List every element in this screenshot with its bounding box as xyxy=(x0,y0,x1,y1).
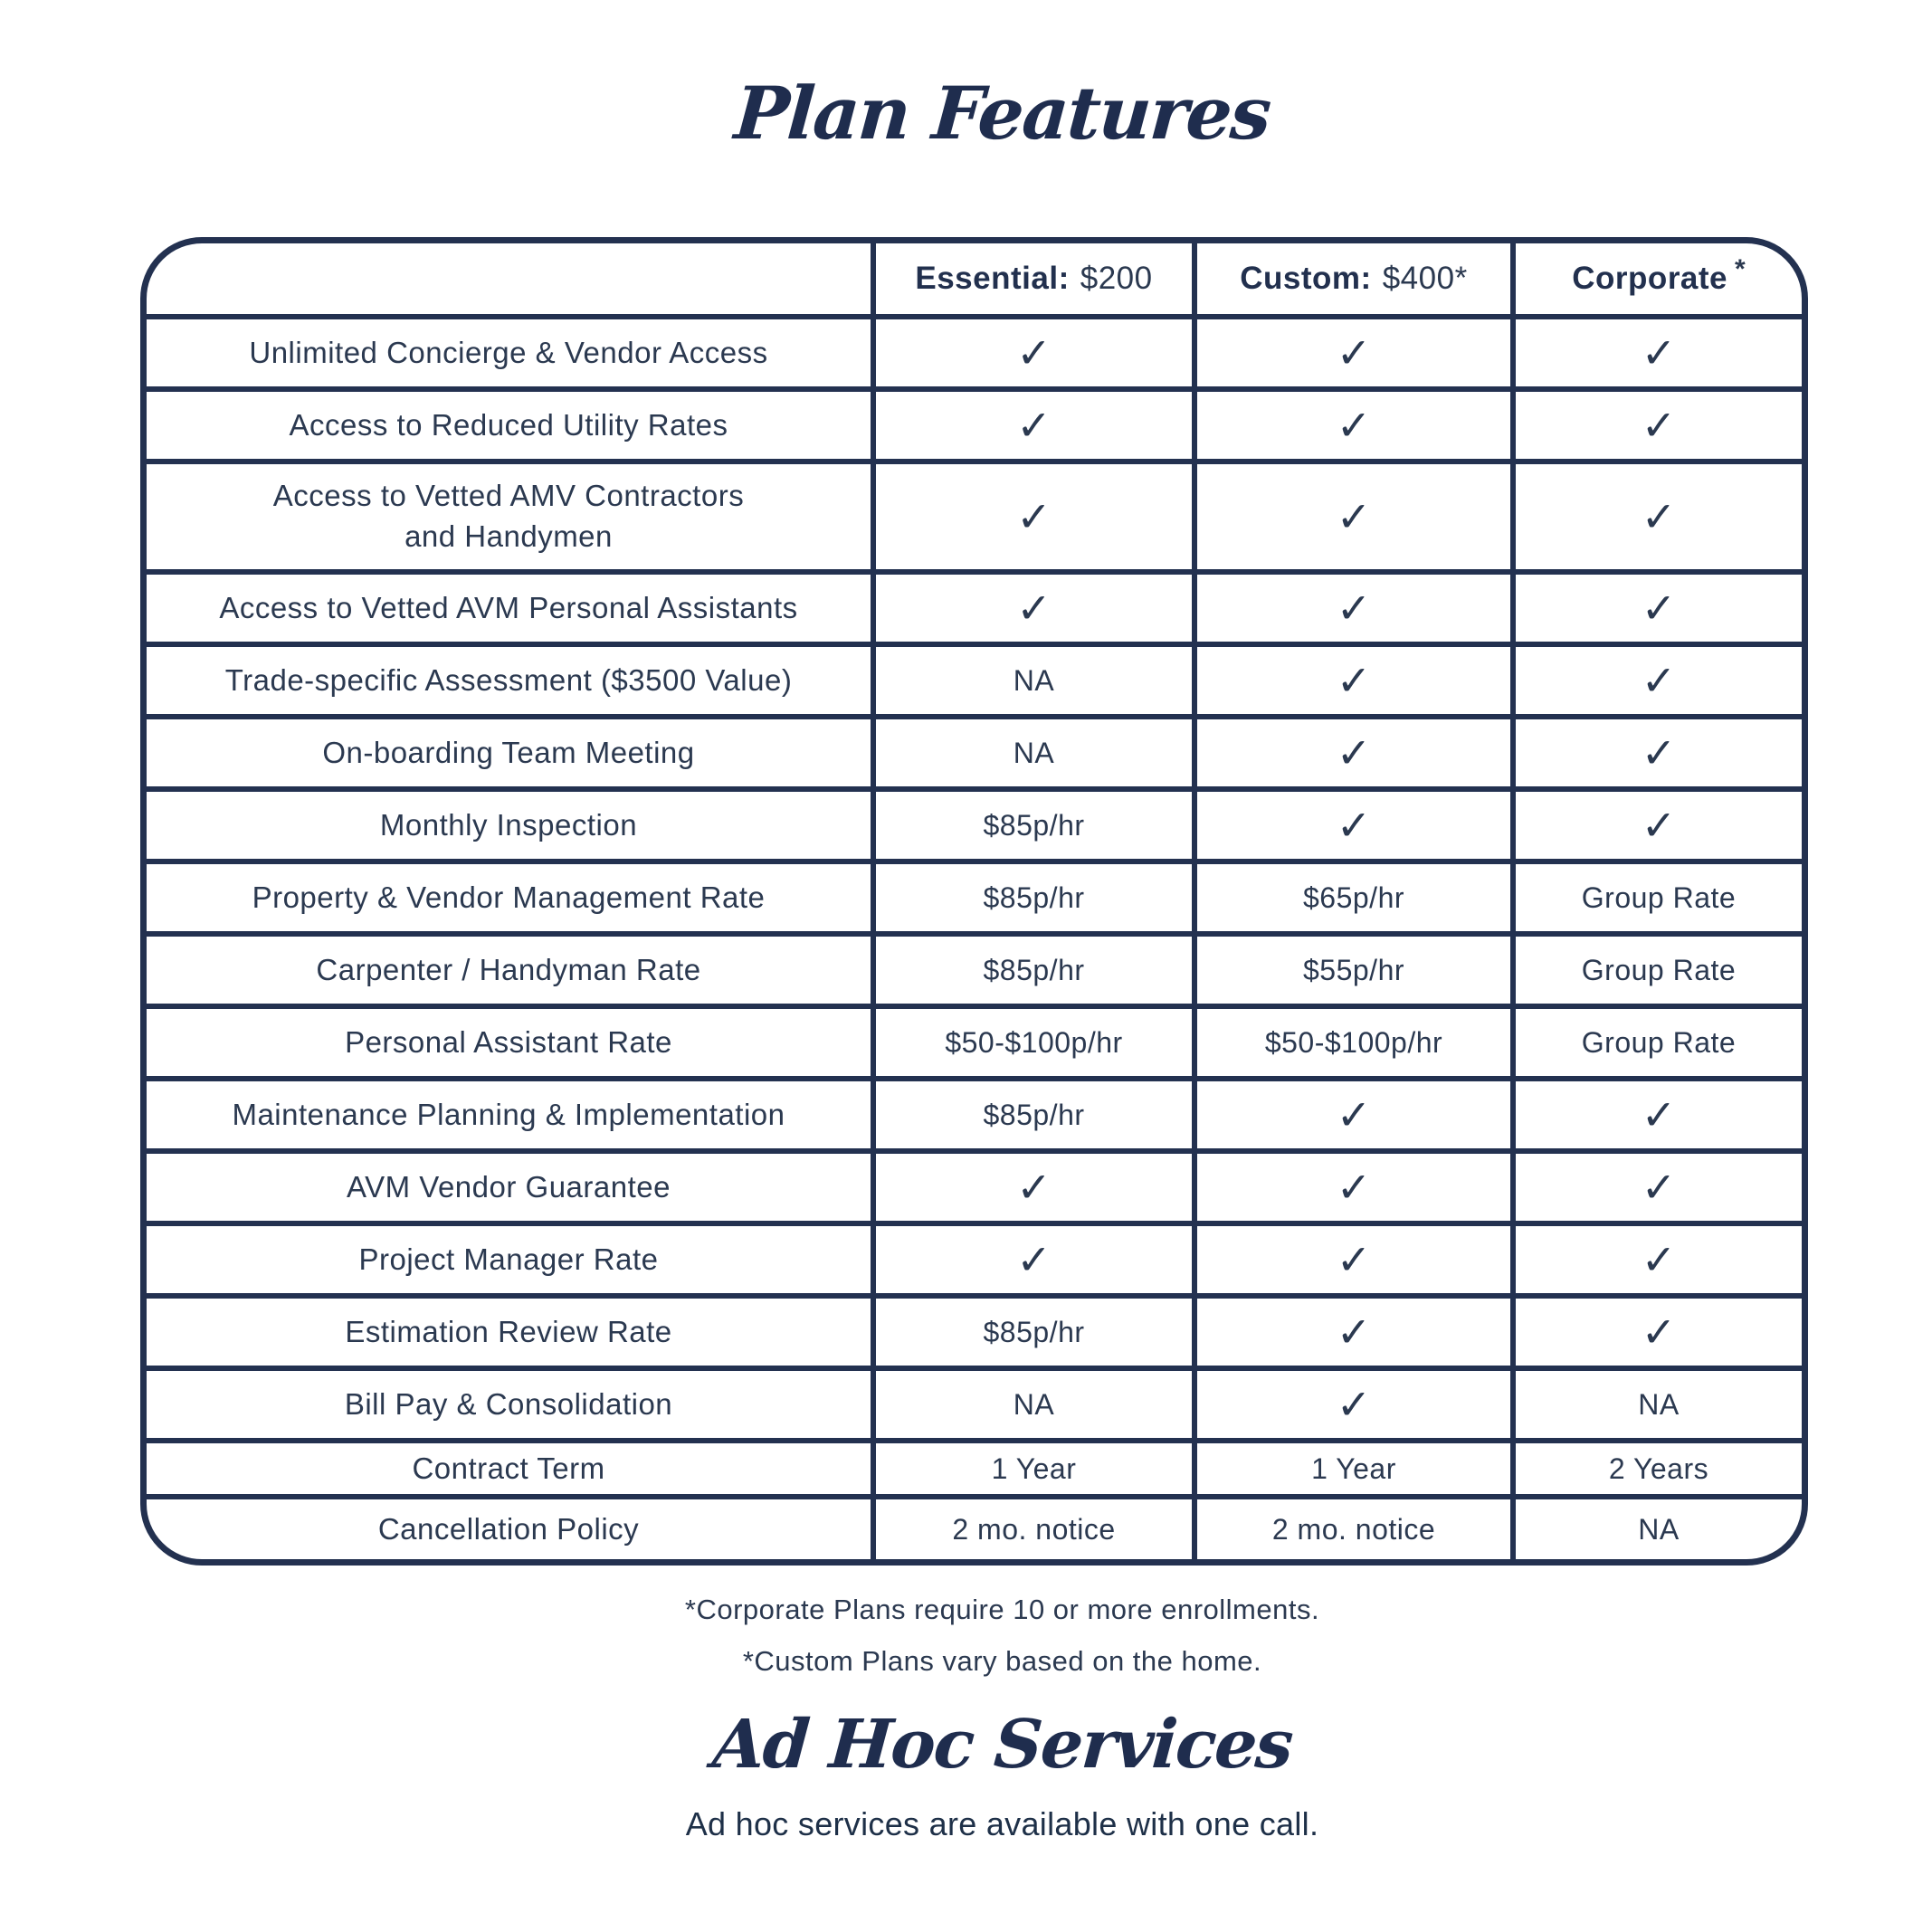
table-row xyxy=(147,314,1802,386)
table-row xyxy=(147,714,1802,786)
plan-value: ✓ xyxy=(1336,1381,1372,1428)
plan-value: $85p/hr xyxy=(983,1315,1085,1348)
table-row xyxy=(147,931,1802,1004)
header-plan-custom xyxy=(1192,243,1510,314)
feature-label: Project Manager Rate xyxy=(147,1221,871,1293)
plan-value: ✓ xyxy=(1336,585,1372,632)
ad-hoc-title: Ad Hoc Services xyxy=(709,1706,1295,1784)
header-feature-cell xyxy=(147,243,871,314)
plan-value: 1 Year xyxy=(1311,1451,1396,1485)
feature-label: AVM Vendor Guarantee xyxy=(147,1148,871,1221)
plan-value: NA xyxy=(1013,1387,1055,1421)
feature-label: Contract Term xyxy=(147,1438,871,1494)
table-row xyxy=(147,1004,1802,1076)
table-row xyxy=(147,386,1802,459)
table-row xyxy=(147,1148,1802,1221)
feature-label: Trade-specific Assessment ($3500 Value) xyxy=(147,642,871,714)
plan-value: 2 mo. notice xyxy=(1271,1512,1436,1546)
table-header-row xyxy=(147,243,1802,314)
plan-value: ✓ xyxy=(1336,1091,1372,1138)
feature-label: On-boarding Team Meeting xyxy=(147,714,871,786)
feature-label: Monthly Inspection xyxy=(147,786,871,859)
table-row xyxy=(147,1366,1802,1438)
plan-name: Essential: xyxy=(915,261,1070,296)
header-plan-essential xyxy=(871,243,1192,314)
plan-value: ✓ xyxy=(1016,329,1052,376)
plan-value: ✓ xyxy=(1336,657,1372,704)
plan-asterisk: * xyxy=(1735,254,1746,284)
plan-value: ✓ xyxy=(1641,1309,1677,1356)
plan-value: Group Rate xyxy=(1581,953,1737,986)
plan-value: $50-$100p/hr xyxy=(945,1025,1123,1059)
feature-label: Personal Assistant Rate xyxy=(147,1004,871,1076)
plan-value: NA xyxy=(1013,663,1055,697)
plan-value: ✓ xyxy=(1336,729,1372,776)
plan-value: ✓ xyxy=(1641,402,1677,449)
plan-value: 1 Year xyxy=(991,1451,1077,1485)
plan-features-table xyxy=(140,237,1808,1566)
page-title: Plan Features xyxy=(731,71,1273,156)
plan-value: ✓ xyxy=(1641,802,1677,849)
plan-value: 2 Years xyxy=(1608,1451,1709,1485)
plan-value: $85p/hr xyxy=(983,1098,1085,1131)
plan-value: ✓ xyxy=(1336,1236,1372,1283)
feature-label: Bill Pay & Consolidation xyxy=(147,1366,871,1438)
plan-value: 2 mo. notice xyxy=(952,1512,1116,1546)
footnote-custom: *Custom Plans vary based on the home. xyxy=(742,1645,1262,1678)
plan-value: ✓ xyxy=(1336,493,1372,540)
plan-value: ✓ xyxy=(1016,402,1052,449)
ad-hoc-subtitle: Ad hoc services are available with one call. xyxy=(685,1805,1319,1842)
plan-value: ✓ xyxy=(1016,1164,1052,1211)
plan-value: ✓ xyxy=(1336,802,1372,849)
plan-value: ✓ xyxy=(1641,493,1677,540)
feature-label: Access to Reduced Utility Rates xyxy=(147,386,871,459)
plan-value: NA xyxy=(1013,736,1055,769)
plan-value: $85p/hr xyxy=(983,953,1085,986)
feature-label: Carpenter / Handyman Rate xyxy=(147,931,871,1004)
plan-value: ✓ xyxy=(1336,1164,1372,1211)
header-plan-corporate xyxy=(1510,243,1802,314)
plan-value: $85p/hr xyxy=(983,880,1085,914)
feature-label: Estimation Review Rate xyxy=(147,1293,871,1366)
plan-price: $200 xyxy=(1080,261,1153,296)
plan-value: Group Rate xyxy=(1581,880,1737,914)
plan-value: ✓ xyxy=(1336,402,1372,449)
plan-value: ✓ xyxy=(1641,729,1677,776)
plan-value: Group Rate xyxy=(1581,1025,1737,1059)
plan-value: $50-$100p/hr xyxy=(1264,1025,1443,1059)
plan-value: ✓ xyxy=(1641,1091,1677,1138)
plan-value: ✓ xyxy=(1016,585,1052,632)
plan-value: ✓ xyxy=(1336,1309,1372,1356)
table-row xyxy=(147,1438,1802,1494)
plan-value: ✓ xyxy=(1641,1164,1677,1211)
table-row xyxy=(147,1293,1802,1366)
feature-label: Access to Vetted AVM Personal Assistants xyxy=(147,569,871,642)
feature-label: Unlimited Concierge & Vendor Access xyxy=(147,314,871,386)
plan-value: NA xyxy=(1638,1512,1680,1546)
plan-value: $85p/hr xyxy=(983,808,1085,842)
feature-label: Cancellation Policy xyxy=(147,1494,871,1559)
feature-label: Property & Vendor Management Rate xyxy=(147,859,871,931)
plan-value: NA xyxy=(1638,1387,1680,1421)
plan-value: ✓ xyxy=(1016,1236,1052,1283)
table-row xyxy=(147,1221,1802,1293)
plan-value: ✓ xyxy=(1641,585,1677,632)
plan-value: ✓ xyxy=(1336,329,1372,376)
plan-value: ✓ xyxy=(1641,329,1677,376)
plan-value: ✓ xyxy=(1641,1236,1677,1283)
plan-value: $65p/hr xyxy=(1302,880,1405,914)
table-row xyxy=(147,642,1802,714)
plan-value: $55p/hr xyxy=(1302,953,1405,986)
plan-value: ✓ xyxy=(1016,493,1052,540)
table-row xyxy=(147,459,1802,569)
feature-label: Maintenance Planning & Implementation xyxy=(147,1076,871,1148)
plan-value: ✓ xyxy=(1641,657,1677,704)
table-row xyxy=(147,1494,1802,1559)
table-row xyxy=(147,859,1802,931)
plan-name: Corporate xyxy=(1572,261,1728,296)
table-row xyxy=(147,1076,1802,1148)
footnotes xyxy=(0,1584,1932,1688)
feature-label: Access to Vetted AMV Contractors and Handymen xyxy=(147,459,871,569)
plan-name: Custom: xyxy=(1240,261,1372,296)
table-row xyxy=(147,786,1802,859)
plan-price: $400* xyxy=(1382,261,1468,296)
footnote-corporate: *Corporate Plans require 10 or more enrollments. xyxy=(684,1594,1320,1625)
table-row xyxy=(147,569,1802,642)
